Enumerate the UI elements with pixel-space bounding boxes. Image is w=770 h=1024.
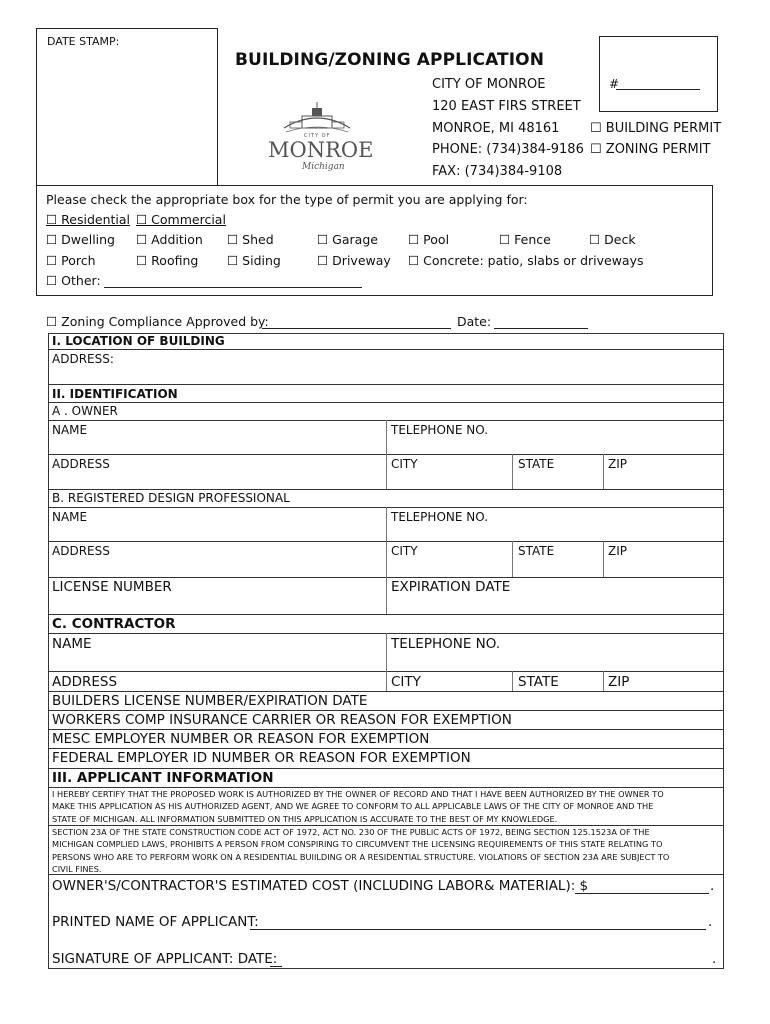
contractor-state-field[interactable]: STATE	[518, 674, 559, 690]
workers-comp-field[interactable]: WORKERS COMP INSURANCE CARRIER OR REASON FOR EXEMPTION	[52, 712, 512, 728]
design-professional-header: B. REGISTERED DESIGN PROFESSIONAL	[52, 491, 290, 505]
owner-header: A . OWNER	[52, 404, 118, 418]
permit-instruction: Please check the appropriate box for the type of permit you are applying for:	[46, 192, 528, 207]
building-permit-checkbox[interactable]: ☐ BUILDING PERMIT	[590, 121, 722, 136]
printed-name-field[interactable]	[250, 929, 706, 930]
license-number-field[interactable]: LICENSE NUMBER	[52, 579, 172, 595]
addition-checkbox[interactable]: ☐ Addition	[136, 232, 203, 247]
concrete-checkbox[interactable]: ☐ Concrete: patio, slabs or driveways	[408, 253, 644, 268]
design-telephone-field[interactable]: TELEPHONE NO.	[391, 510, 489, 524]
number-hash: #	[609, 77, 620, 91]
contractor-city-field[interactable]: CITY	[391, 674, 421, 690]
certification-text: I HEREBY CERTIFY THAT THE PROPOSED WORK IS AUTHORIZED BY THE OWNER OF RECORD AND THAT I HAVE BEEN AUTHORIZED BY THE OWNER TO MAKE THIS APPLICATION AS HIS AUTHORIZED AGENT, AND WE AGREE TO CONFORM TO ALL APPLICABLE LAWS OF THE CITY OF MONROE AND THE STATE OF MICHIGAN. ALL INFORMATION SUBMITTED ON THIS APPLICATION IS ACCURATE TO THE BEST OF MY KNOWLEDGE.	[52, 789, 664, 824]
owner-name-field[interactable]: NAME	[52, 423, 88, 437]
zoning-date-label: Date:	[457, 314, 492, 329]
design-state-field[interactable]: STATE	[518, 544, 555, 558]
signature-date-field[interactable]	[270, 966, 282, 967]
estimated-cost-period: .	[710, 878, 715, 894]
owner-telephone-field[interactable]: TELEPHONE NO.	[391, 423, 489, 437]
porch-checkbox[interactable]: ☐ Porch	[46, 253, 96, 268]
building-address-field[interactable]: ADDRESS:	[52, 352, 114, 366]
driveway-checkbox[interactable]: ☐ Driveway	[317, 253, 391, 268]
fence-checkbox[interactable]: ☐ Fence	[499, 232, 551, 247]
logo-michigan: Michigan	[302, 162, 345, 172]
design-address-field[interactable]: ADDRESS	[52, 544, 110, 558]
owner-address-field[interactable]: ADDRESS	[52, 457, 110, 471]
federal-id-field[interactable]: FEDERAL EMPLOYER ID NUMBER OR REASON FOR EXEMPTION	[52, 750, 471, 766]
estimated-cost-label: OWNER'S/CONTRACTOR'S ESTIMATED COST (INCLUDING LABOR& MATERIAL): $	[52, 878, 589, 894]
expiration-date-field[interactable]: EXPIRATION DATE	[391, 579, 511, 595]
date-stamp-label: DATE STAMP:	[47, 35, 120, 48]
date-stamp-box	[36, 28, 218, 186]
fax-number: FAX: (734)384-9108	[432, 164, 563, 179]
zoning-permit-checkbox[interactable]: ☐ ZONING PERMIT	[590, 142, 711, 157]
garage-checkbox[interactable]: ☐ Garage	[317, 232, 378, 247]
applicant-header: III. APPLICANT INFORMATION	[52, 770, 274, 786]
builders-license-field[interactable]: BUILDERS LICENSE NUMBER/EXPIRATION DATE	[52, 693, 368, 709]
design-city-field[interactable]: CITY	[391, 544, 418, 558]
residential-checkbox[interactable]: ☐ Residential	[46, 212, 131, 227]
approved-by-field[interactable]	[262, 328, 451, 329]
printed-name-label: PRINTED NAME OF APPLICANT:	[52, 914, 259, 930]
logo-city-of: CITY OF	[304, 133, 331, 139]
printed-name-period: .	[708, 914, 713, 930]
design-name-field[interactable]: NAME	[52, 510, 88, 524]
contractor-header: C. CONTRACTOR	[52, 616, 176, 632]
owner-state-field[interactable]: STATE	[518, 457, 555, 471]
location-header: I. LOCATION OF BUILDING	[52, 334, 225, 348]
estimated-cost-field[interactable]	[575, 893, 709, 894]
other-field[interactable]	[104, 287, 362, 288]
signature-period: .	[712, 951, 717, 967]
dwelling-checkbox[interactable]: ☐ Dwelling	[46, 232, 115, 247]
contractor-address-field[interactable]: ADDRESS	[52, 674, 118, 690]
owner-city-field[interactable]: CITY	[391, 457, 418, 471]
monroe-logo	[262, 100, 372, 180]
siding-checkbox[interactable]: ☐ Siding	[227, 253, 281, 268]
zoning-date-field[interactable]	[494, 328, 588, 329]
mesc-field[interactable]: MESC EMPLOYER NUMBER OR REASON FOR EXEMPTION	[52, 731, 430, 747]
city-state-zip: MONROE, MI 48161	[432, 121, 560, 136]
commercial-checkbox[interactable]: ☐ Commercial	[136, 212, 226, 227]
contractor-zip-field[interactable]: ZIP	[608, 674, 630, 690]
page-title: BUILDING/ZONING APPLICATION	[235, 50, 545, 70]
signature-label: SIGNATURE OF APPLICANT: DATE:	[52, 951, 278, 967]
phone-number: PHONE: (734)384-9186	[432, 142, 584, 157]
section-23a-text: SECTION 23A OF THE STATE CONSTRUCTION CODE ACT OF 1972, ACT NO. 230 OF THE PUBLIC ACTS OF 1972, BEING SECTION 125.1523A OF THE MICHIGAN COMPLIED LAWS, PROHIBITS A PERSON FROM CONSPIRING TO CIRCUMVENT THE LICENSING REQUIREMENTS OF THIS STATE RELATING TO PERSONS WHO ARE TO PERFORM WORK ON A RESIDENTIAL BUIILDING OR A RESIDENTIAL STRUCTURE. VIOLATIORS OF SECTION 23A ARE SUBJECT TO CIVIL FINES.	[52, 827, 670, 875]
city-name: CITY OF MONROE	[432, 77, 546, 92]
application-number-box	[599, 36, 718, 112]
application-number-field[interactable]	[616, 89, 700, 90]
logo-monroe: MONROE	[268, 138, 374, 162]
contractor-telephone-field[interactable]: TELEPHONE NO.	[391, 636, 501, 652]
shed-checkbox[interactable]: ☐ Shed	[227, 232, 274, 247]
zoning-compliance-checkbox[interactable]: ☐ Zoning Compliance Approved by:	[46, 314, 269, 329]
owner-zip-field[interactable]: ZIP	[608, 457, 627, 471]
pool-checkbox[interactable]: ☐ Pool	[408, 232, 450, 247]
deck-checkbox[interactable]: ☐ Deck	[589, 232, 636, 247]
other-checkbox[interactable]: ☐ Other:	[46, 273, 101, 288]
design-zip-field[interactable]: ZIP	[608, 544, 627, 558]
street-address: 120 EAST FIRS STREET	[432, 99, 581, 114]
identification-header: II. IDENTIFICATION	[52, 387, 178, 401]
contractor-name-field[interactable]: NAME	[52, 636, 92, 652]
roofing-checkbox[interactable]: ☐ Roofing	[136, 253, 199, 268]
